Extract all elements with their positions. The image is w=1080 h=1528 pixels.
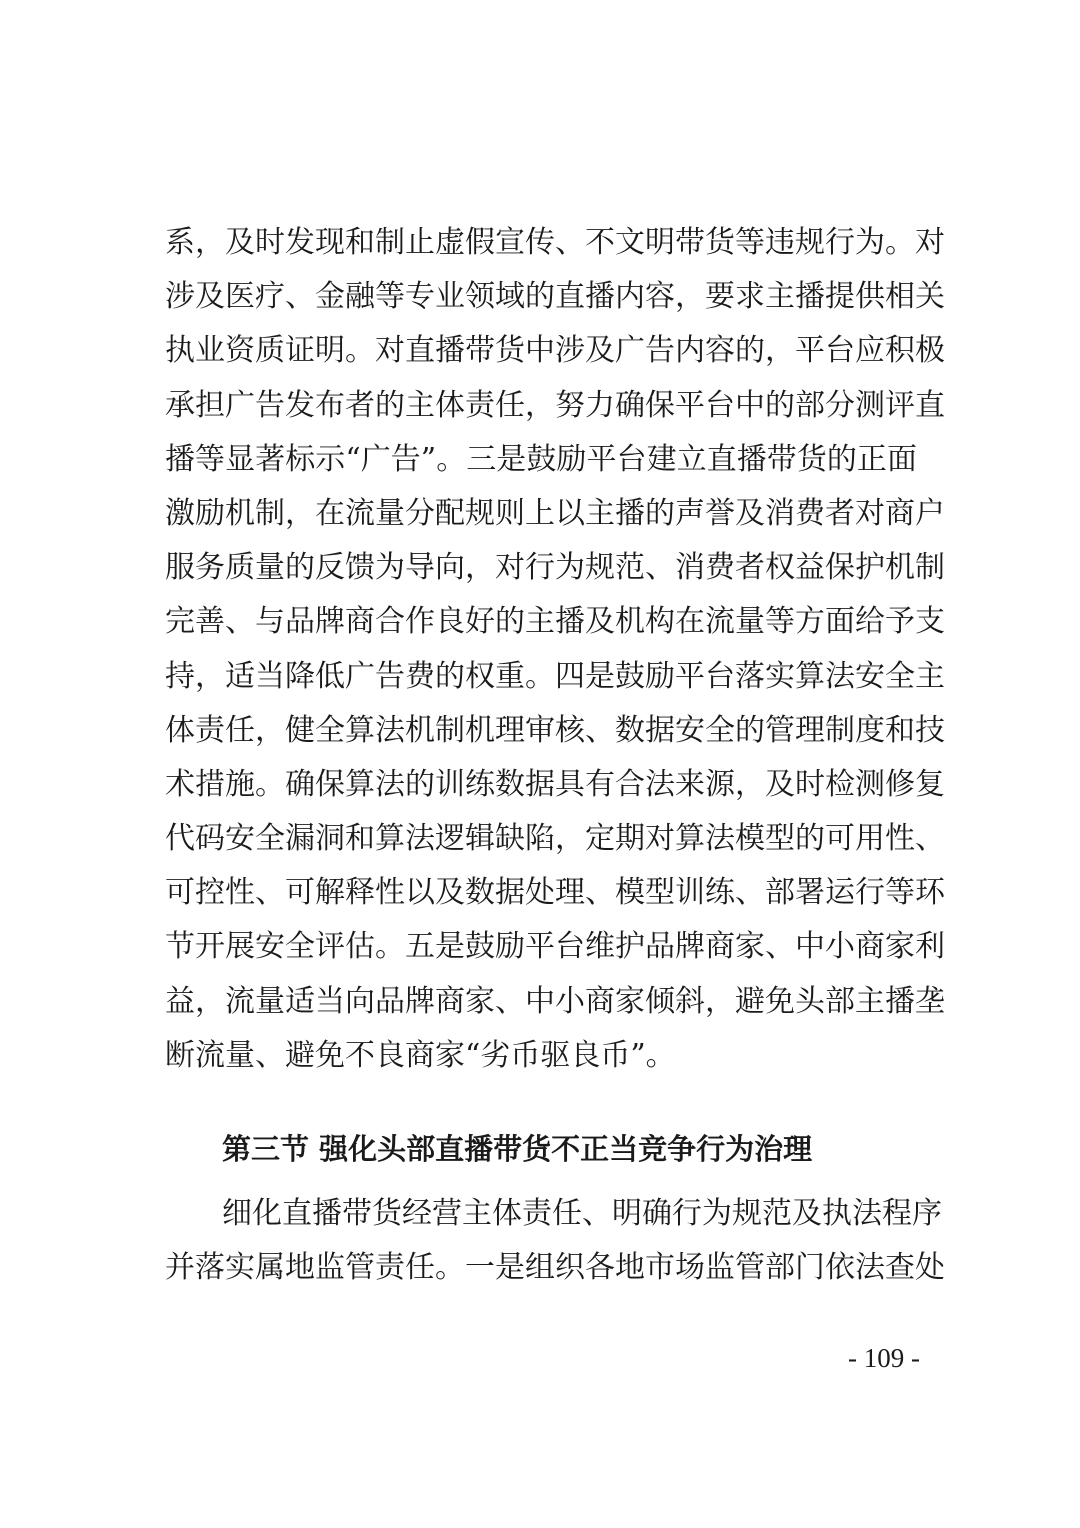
paragraph-line: 断流量、避免不良商家“劣币驱良币”。: [165, 1037, 676, 1073]
paragraph-line: 涉及医疗、金融等专业领域的直播内容，要求主播提供相关: [165, 279, 945, 315]
body-paragraph: [165, 216, 945, 1083]
paragraph-line: 细化直播带货经营主体责任、明确行为规范及执法程序: [222, 1196, 942, 1231]
paragraph-line: 完善、与品牌商合作良好的主播及机构在流量等方面给予支: [165, 604, 945, 640]
section-heading: 第三节 强化头部直播带货不正当竞争行为治理: [222, 1132, 813, 1166]
paragraph-line: 激励机制，在流量分配规则上以主播的声誉及消费者对商户: [165, 495, 945, 531]
paragraph-line: 代码安全漏洞和算法逻辑缺陷，定期对算法模型的可用性、: [165, 821, 945, 857]
paragraph-line: 执业资质证明。对直播带货中涉及广告内容的，平台应积极: [165, 333, 945, 369]
paragraph-line: 并落实属地监管责任。一是组织各地市场监管部门依法查处: [165, 1250, 945, 1286]
paragraph-line: 系，及时发现和制止虚假宣传、不文明带货等违规行为。对: [165, 225, 945, 260]
section-paragraph: [165, 1187, 945, 1295]
paragraph-line: 可控性、可解释性以及数据处理、模型训练、部署运行等环: [165, 875, 945, 911]
paragraph-line: 服务质量的反馈为导向，对行为规范、消费者权益保护机制: [165, 550, 945, 586]
paragraph-line: 益，流量适当向品牌商家、中小商家倾斜，避免头部主播垄: [165, 983, 945, 1019]
paragraph-line: 播等显著标示“广告”。三是鼓励平台建立直播带货的正面: [165, 441, 917, 477]
paragraph-line: 体责任，健全算法机制机理审核、数据安全的管理制度和技: [165, 712, 945, 748]
paragraph-line: 承担广告发布者的主体责任，努力确保平台中的部分测评直: [165, 387, 945, 423]
paragraph-line: 节开展安全评估。五是鼓励平台维护品牌商家、中小商家利: [165, 929, 945, 965]
paragraph-line: 术措施。确保算法的训练数据具有合法来源，及时检测修复: [165, 766, 945, 802]
page-number: - 109 -: [848, 1343, 920, 1373]
paragraph-line: 持，适当降低广告费的权重。四是鼓励平台落实算法安全主: [165, 658, 945, 694]
